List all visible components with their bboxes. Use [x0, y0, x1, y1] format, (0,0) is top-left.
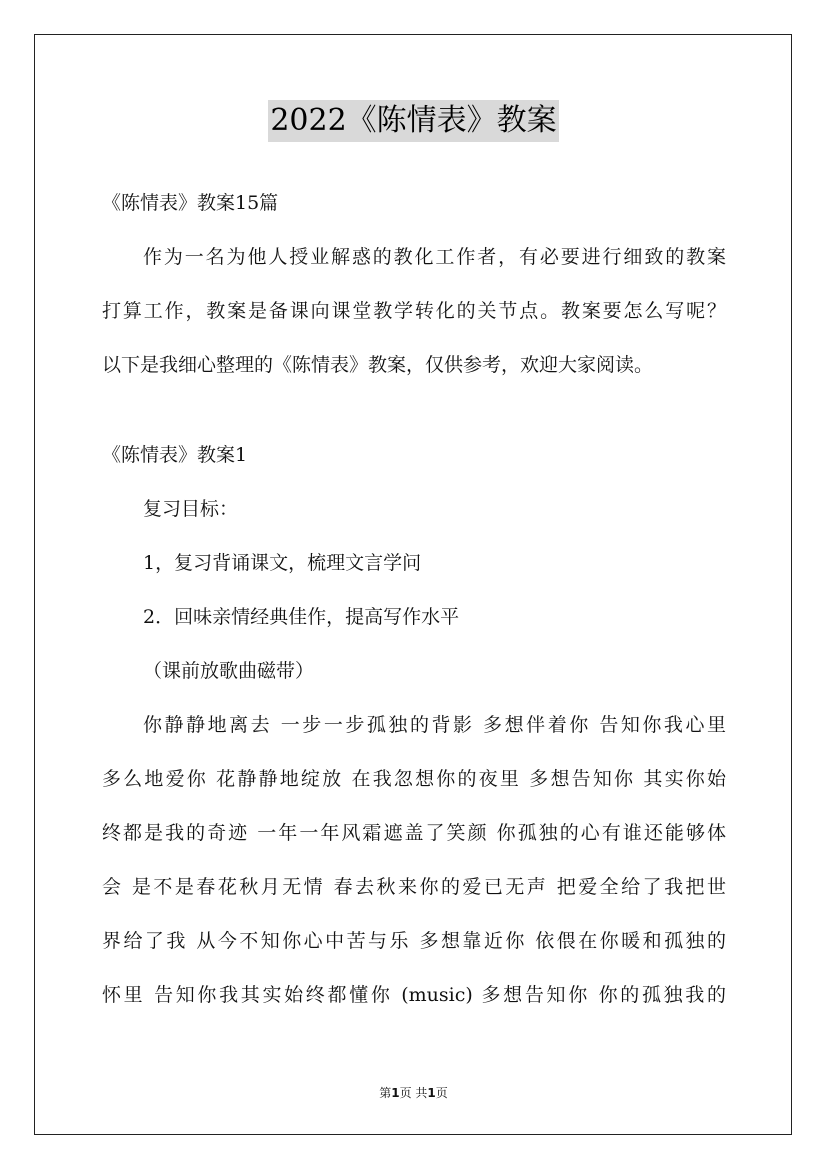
goal-item: 1，复习背诵课文，梳理文言学问 — [143, 552, 422, 574]
page-prefix: 第 — [379, 1086, 392, 1100]
document-title: 2022《陈情表》教案 — [268, 100, 558, 142]
page-current: 1 — [391, 1086, 400, 1100]
review-label: 复习目标： — [143, 498, 239, 520]
subtitle: 《陈情表》教案15篇 — [102, 192, 279, 214]
document-body — [102, 176, 726, 1022]
lyrics-line: 会 是不是春花秋月无情 春去秋来你的爱已无声 把爱全给了我把世 — [102, 876, 726, 898]
intro-line: 打算工作，教案是备课向课堂教学转化的关节点。教案要怎么写呢？ — [102, 300, 726, 322]
page-total: 1 — [427, 1086, 436, 1100]
section-heading: 《陈情表》教案1 — [102, 444, 248, 466]
lyrics-line: 你静静地离去 一步一步孤独的背影 多想伴着你 告知你我心里 — [143, 714, 726, 736]
lyrics-line: 多么地爱你 花静静地绽放 在我忽想你的夜里 多想告知你 其实你始 — [102, 768, 726, 790]
lyrics-line: 界给了我 从今不知你心中苦与乐 多想靠近你 依偎在你暖和孤独的 — [102, 930, 726, 952]
spacer — [102, 392, 726, 428]
lyrics-line: 怀里 告知你我其实始终都懂你 (music) 多想告知你 你的孤独我的 — [102, 984, 726, 1006]
title-container — [0, 100, 827, 142]
intro-line: 作为一名为他人授业解惑的教化工作者，有必要进行细致的教案 — [143, 246, 726, 268]
lyrics-paragraph — [102, 698, 726, 1022]
page-footer — [0, 1084, 827, 1101]
note-text: （课前放歌曲磁带） — [143, 660, 315, 682]
intro-paragraph — [102, 230, 726, 392]
intro-line: 以下是我细心整理的《陈情表》教案，仅供参考，欢迎大家阅读。 — [102, 354, 654, 376]
lyrics-line: 终都是我的奇迹 一年一年风霜遮盖了笑颜 你孤独的心有谁还能够体 — [102, 822, 726, 844]
page-suffix: 页 — [435, 1086, 448, 1100]
goal-item: 2．回味亲情经典佳作，提高写作水平 — [143, 606, 460, 628]
page-mid: 页 共 — [399, 1086, 428, 1100]
